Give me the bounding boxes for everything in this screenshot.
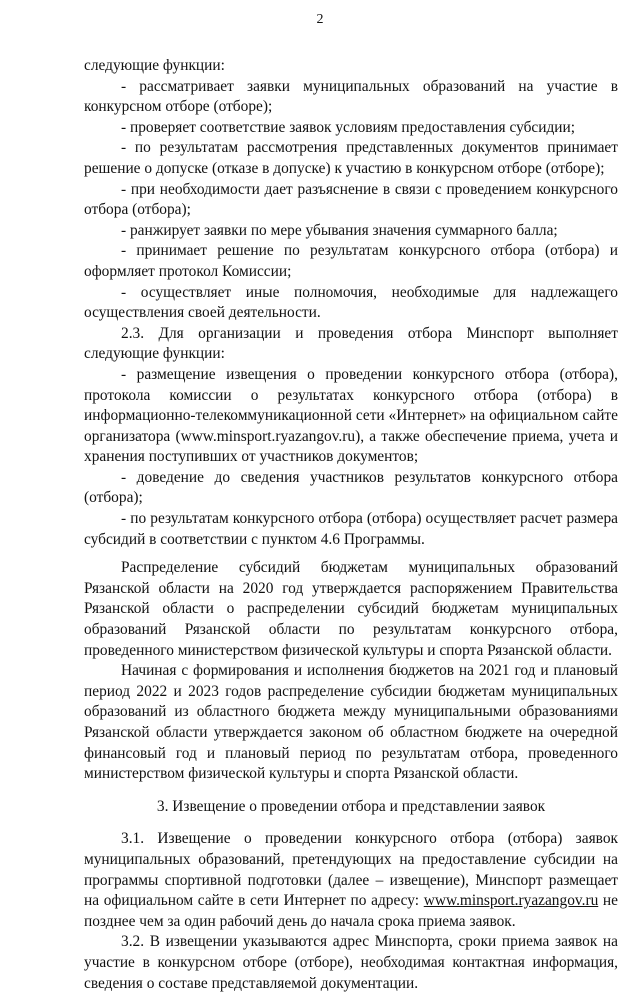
- list-item: - ранжирует заявки по мере убывания значения суммарного балла;: [121, 221, 558, 239]
- list-item: - по результатам рассмотрения представленных документов принимает решение о допуске (отказе в допуске) к участию в конкурсном отборе (отборе);: [84, 139, 618, 177]
- list-item: - принимает решение по результатам конкурсного отбора (отбора) и оформляет протокол Комиссии;: [84, 242, 618, 280]
- clause-3-1-text: 3.1. Извещение о проведении конкурсного отбора (отбора) заявок муниципальных образований, претендующих на предоставление субсидии на программы спортивной подготовки (далее – извещение), Минспорт размещает на официальном сайте в сети Интернет по адресу:: [84, 830, 618, 910]
- list-item: - проверяет соответствие заявок условиям предоставления субсидии;: [121, 118, 576, 136]
- clause-2-3: 2.3. Для организации и проведения отбора Минспорт выполняет следующие функции:: [84, 324, 618, 363]
- list-item: - осуществляет иные полномочия, необходимые для надлежащего осуществления своей деятельности.: [84, 283, 618, 322]
- list-item: - рассматривает заявки муниципальных образований на участие в конкурсном отборе (отборе);: [84, 77, 618, 116]
- clause-3-1: [84, 829, 618, 932]
- list-item: - по результатам конкурсного отбора (отбора) осуществляет расчет размера субсидий в соответствии с пунктом 4.6 Программы.: [84, 510, 618, 548]
- clause-3-2: 3.2. В извещении указываются адрес Минспорта, сроки приема заявок на участие в конкурсном отборе (отборе), необходимая контактная информация, сведения о составе представляемой документации.: [84, 933, 618, 992]
- list-item: - при необходимости дает разъяснение в связи с проведением конкурсного отбора (отбора);: [84, 180, 618, 219]
- page-number: 2: [316, 12, 324, 27]
- paragraph: следующие функции:: [84, 57, 225, 74]
- paragraph-distribution-2020: Распределение субсидий бюджетам муниципальных образований Рязанской области на 2020 год утверждается распоряжением Правительства Рязанской области о распределении субсидий бюджетам муниципальных образований Рязанской области по результатам конкурсного отбора, проведенного министерством физической культуры и спорта Рязанской области.: [84, 559, 618, 659]
- list-item: - доведение до сведения участников результатов конкурсного отбора (отбора);: [84, 468, 618, 507]
- clause-3-1-text-end: не позднее чем за один рабочий день до начала срока приема заявок.: [84, 892, 618, 930]
- document-body: [84, 56, 618, 994]
- list-item: - размещение извещения о проведении конкурсного отбора (отбора), протокола комиссии о результатах конкурсного отбора (отбора) в информационно-телекоммуникационной сети «Интернет» на официальном сайте организатора (www.minsport.ryazangov.ru), а также обеспечение приема, учета и хранения поступивших от участников документов;: [84, 365, 618, 466]
- website-link[interactable]: www.minsport.ryazangov.ru: [423, 892, 599, 910]
- paragraph-distribution-2021: Начиная с формирования и исполнения бюджетов на 2021 год и плановый период 2022 и 2023 годов распределение субсидии бюджетам муниципальных образований из областного бюджета между муниципальными образованиями Рязанской области утверждается законом об областном бюджете на очередной финансовый год и плановый период по результатам отбора, проведенного министерством физической культуры и спорта Рязанской области.: [84, 662, 618, 783]
- spacer: [84, 550, 618, 558]
- section-heading: 3. Извещение о проведении отбора и представлении заявок: [156, 797, 546, 815]
